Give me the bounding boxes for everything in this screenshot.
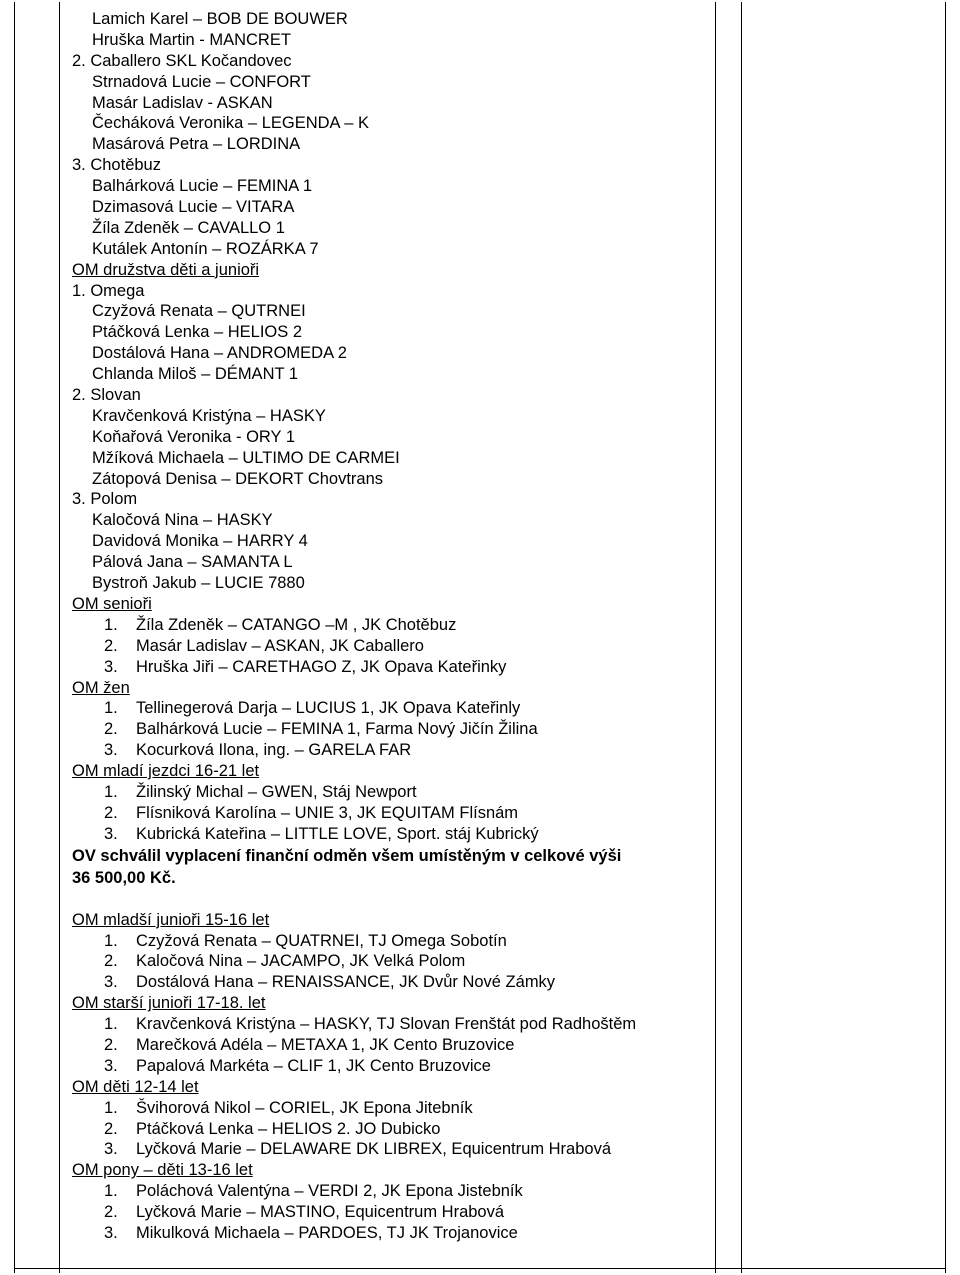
result-item — [72, 824, 712, 845]
result-item — [72, 1202, 712, 1223]
result-text: Papalová Markéta – CLIF 1, JK Cento Bruzovice — [136, 1056, 491, 1075]
result-text: Balhárková Lucie – FEMINA 1, Farma Nový Jičín Žilina — [136, 720, 538, 739]
result-rank: 2. — [104, 1035, 118, 1054]
result-list — [72, 698, 712, 761]
team-continued-list — [72, 9, 712, 260]
result-list — [72, 1181, 712, 1244]
result-item — [72, 719, 712, 740]
team-member-line: Strnadová Lucie – CONFORT — [92, 72, 311, 91]
result-rank: 1. — [104, 615, 118, 634]
result-text: Poláchová Valentýna – VERDI 2, JK Epona Jistebník — [136, 1182, 523, 1201]
result-text: Masár Ladislav – ASKAN, JK Caballero — [136, 636, 424, 655]
team-name-line: 3. Chotěbuz — [72, 156, 161, 175]
result-item — [72, 698, 712, 719]
section-heading: OM mladí jezdci 16-21 let — [72, 762, 260, 781]
result-item — [72, 615, 712, 636]
border-bottom — [14, 1268, 946, 1269]
result-text: Lyčková Marie – MASTINO, Equicentrum Hrabová — [136, 1203, 505, 1222]
team-member-line: Hruška Martin - MANCRET — [92, 30, 291, 49]
result-text: Marečková Adéla – METAXA 1, JK Cento Bruzovice — [136, 1035, 515, 1054]
team-name-line: 2. Caballero SKL Kočandovec — [72, 51, 292, 70]
result-text: Kocurková Ilona, ing. – GARELA FAR — [136, 741, 412, 760]
team-member-line: Kaločová Nina – HASKY — [92, 511, 273, 530]
team-member-line: Ptáčková Lenka – HELIOS 2 — [92, 323, 303, 342]
result-text: Kaločová Nina – JACAMPO, JK Velká Polom — [136, 952, 466, 971]
section-heading: OM děti 12-14 let — [72, 1077, 199, 1096]
result-rank: 2. — [104, 952, 118, 971]
team-member-line: Žíla Zdeněk – CAVALLO 1 — [92, 218, 285, 237]
result-item — [72, 740, 712, 761]
result-rank: 3. — [104, 657, 118, 676]
result-rank: 3. — [104, 741, 118, 760]
result-rank: 1. — [104, 699, 118, 718]
result-item — [72, 1014, 712, 1035]
border-col1 — [59, 2, 60, 1273]
team-member-line: Bystroň Jakub – LUCIE 7880 — [92, 574, 305, 593]
result-rank: 1. — [104, 931, 118, 950]
result-rank: 2. — [104, 1203, 118, 1222]
result-item — [72, 1139, 712, 1160]
section-heading: OM pony – děti 13-16 let — [72, 1161, 253, 1180]
section-heading: OM družstva děti a junioři — [72, 260, 260, 279]
team-name-line: 3. Polom — [72, 490, 138, 509]
section-heading: OM žen — [72, 678, 130, 697]
result-text: Dostálová Hana – RENAISSANCE, JK Dvůr Nové Zámky — [136, 973, 556, 992]
result-text: Tellinegerová Darja – LUCIUS 1, JK Opava Kateřinly — [136, 699, 521, 718]
result-rank: 3. — [104, 973, 118, 992]
team-member-line: Lamich Karel – BOB DE BOUWER — [92, 10, 348, 28]
result-item — [72, 1181, 712, 1202]
result-item — [72, 636, 712, 657]
result-rank: 1. — [104, 1015, 118, 1034]
team-member-line: Zátopová Denisa – DEKORT Chovtrans — [92, 469, 384, 488]
resolution-line1: OV schválil vyplacení finanční odměn všem umístěným v celkové výši — [72, 846, 622, 865]
section-heading: OM senioři — [72, 594, 152, 613]
result-item — [72, 803, 712, 824]
result-text: Hruška Jiři – CARETHAGO Z, JK Opava Kateřinky — [136, 657, 507, 676]
result-item — [72, 1098, 712, 1119]
result-list — [72, 1014, 712, 1077]
team-list — [72, 281, 712, 594]
team-member-line: Pálová Jana – SAMANTA L — [92, 553, 293, 572]
result-text: Žilinský Michal – GWEN, Stáj Newport — [136, 782, 417, 801]
team-member-line: Chlanda Miloš – DÉMANT 1 — [92, 365, 299, 384]
result-text: Kravčenková Kristýna – HASKY, TJ Slovan Frenštát pod Radhoštěm — [136, 1015, 637, 1034]
result-list — [72, 782, 712, 845]
result-item — [72, 972, 712, 993]
resolution-line2: 36 500,00 Kč. — [72, 868, 176, 887]
border-col3 — [741, 2, 742, 1273]
team-member-line: Čecháková Veronika – LEGENDA – K — [92, 114, 369, 133]
result-rank: 2. — [104, 636, 118, 655]
result-text: Žíla Zdeněk – CATANGO –M , JK Chotěbuz — [136, 615, 457, 634]
section-heading: OM starší junioři 17-18. let — [72, 994, 266, 1013]
result-list — [72, 615, 712, 678]
team-member-line: Masár Ladislav - ASKAN — [92, 93, 273, 112]
result-item — [72, 1035, 712, 1056]
team-member-line: Balhárková Lucie – FEMINA 1 — [92, 177, 313, 196]
result-item — [72, 657, 712, 678]
result-list — [72, 931, 712, 994]
result-item — [72, 931, 712, 952]
result-rank: 2. — [104, 1119, 118, 1138]
result-rank: 2. — [104, 803, 118, 822]
result-rank: 1. — [104, 1098, 118, 1117]
result-rank: 1. — [104, 782, 118, 801]
result-text: Mikulková Michaela – PARDOES, TJ JK Trojanovice — [136, 1223, 518, 1242]
team-member-line: Czyžová Renata – QUTRNEI — [92, 302, 306, 321]
result-item — [72, 951, 712, 972]
team-name-line: 2. Slovan — [72, 386, 141, 405]
result-text: Flísniková Karolína – UNIE 3, JK EQUITAM Flísnám — [136, 803, 519, 822]
result-rank: 3. — [104, 1140, 118, 1159]
border-left — [14, 2, 15, 1273]
team-name-line: 1. Omega — [72, 281, 145, 300]
team-member-line: Kutálek Antonín – ROZÁRKA 7 — [92, 239, 319, 258]
result-rank: 3. — [104, 824, 118, 843]
result-rank: 2. — [104, 720, 118, 739]
spacer — [72, 889, 712, 910]
border-right — [945, 2, 946, 1273]
result-list — [72, 1098, 712, 1161]
result-rank: 3. — [104, 1056, 118, 1075]
team-member-line: Kravčenková Kristýna – HASKY — [92, 406, 326, 425]
result-rank: 3. — [104, 1223, 118, 1242]
team-member-line: Koňařová Veronika - ORY 1 — [92, 427, 296, 446]
result-item — [72, 1223, 712, 1244]
team-member-line: Mžíková Michaela – ULTIMO DE CARMEI — [92, 448, 400, 467]
section-heading: OM mladší junioři 15-16 let — [72, 910, 270, 929]
result-text: Švihorová Nikol – CORIEL, JK Epona Jitebník — [136, 1098, 473, 1117]
result-text: Czyžová Renata – QUATRNEI, TJ Omega Sobotín — [136, 931, 507, 950]
team-member-line: Dostálová Hana – ANDROMEDA 2 — [92, 344, 347, 363]
team-member-line: Masárová Petra – LORDINA — [92, 135, 301, 154]
result-text: Ptáčková Lenka – HELIOS 2. JO Dubicko — [136, 1119, 441, 1138]
result-text: Lyčková Marie – DELAWARE DK LIBREX, Equicentrum Hrabová — [136, 1140, 612, 1159]
result-item — [72, 1119, 712, 1140]
result-text: Kubrická Kateřina – LITTLE LOVE, Sport. stáj Kubrický — [136, 824, 539, 843]
border-col2 — [715, 2, 716, 1273]
main-content — [72, 9, 712, 1244]
result-item — [72, 1056, 712, 1077]
result-item — [72, 782, 712, 803]
team-member-line: Dzimasová Lucie – VITARA — [92, 198, 295, 217]
team-member-line: Davidová Monika – HARRY 4 — [92, 532, 308, 551]
result-rank: 1. — [104, 1182, 118, 1201]
